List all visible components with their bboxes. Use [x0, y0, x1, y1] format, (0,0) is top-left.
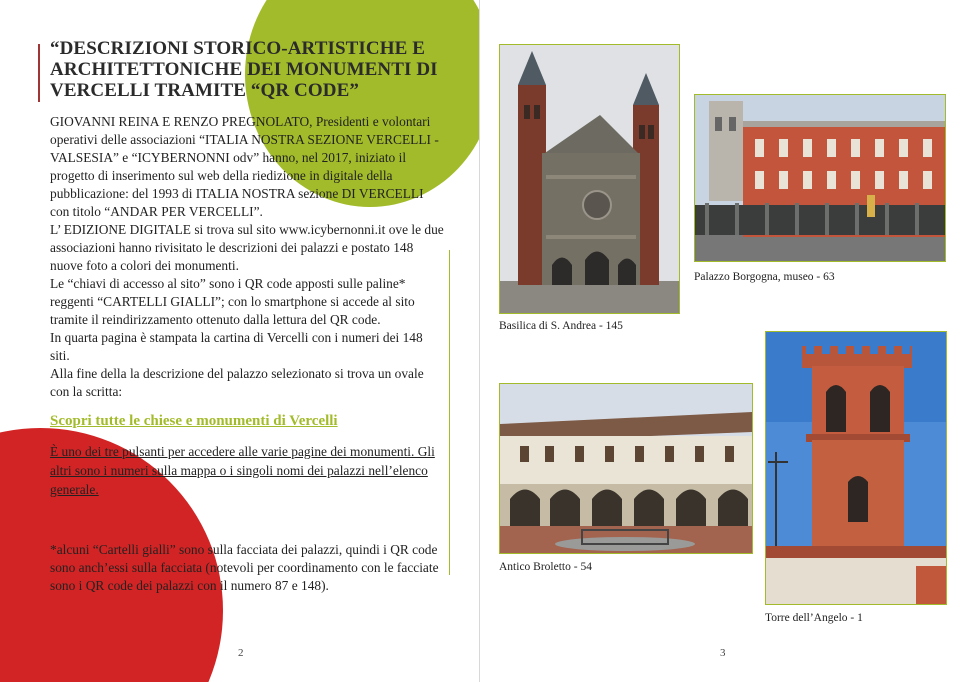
torre-caption: Torre dell’Angelo - 1: [765, 612, 863, 624]
basilica-caption: Basilica di S. Andrea - 145: [499, 320, 623, 332]
borgogna-photo: [694, 94, 946, 262]
paragraph-digital-edition: L’ EDIZIONE DIGITALE si trova sul sito www.icybernonni.it ove le due associazioni hanno rivisitato le descrizioni dei palazzi e postato 148 nuove foto a colori dei monumenti.: [50, 222, 444, 273]
footnote: *alcuni “Cartelli gialli” sono sulla facciata dei palazzi, quindi i QR code sono anch’essi sulla facciata (notevoli per coordinamento con le facciate sono i QR code dei palazzi con il numero 87 e 148).: [50, 542, 439, 593]
paragraph-map: In quarta pagina è stampata la cartina di Vercelli con i numeri dei 148 siti.: [50, 330, 423, 363]
page-number-right: 3: [720, 647, 726, 659]
broletto-caption: Antico Broletto - 54: [499, 561, 592, 573]
page-number-left: 2: [238, 647, 244, 659]
page-title: “DESCRIZIONI STORICO-ARTISTICHE E ARCHITETTONICHE DEI MONUMENTI DI VERCELLI TRAMITE “QR CODE”: [50, 38, 438, 101]
basilica-photo: [499, 44, 680, 314]
paragraph-qr-keys: Le “chiavi di accesso al sito” sono i QR code apposti sulle paline* reggenti “CARTELLI GIALLI”; con lo smartphone si accede al sito tramite il reindirizzamento ottenuto dalla lettura del QR code.: [50, 276, 415, 327]
paragraph-buttons-note: È uno dei tre pulsanti per accedere alle varie pagine dei monumenti. Gli altri sono i numeri sulla mappa o i singoli nomi dei palazzi nell’elenco generale.: [50, 444, 435, 497]
paragraph-oval: Alla fine della la descrizione del palazzo selezionato si trova un ovale con la scritta:: [50, 366, 424, 399]
torre-photo: [765, 331, 947, 605]
title-rule: [38, 44, 40, 102]
broletto-photo: [499, 383, 753, 554]
discover-monuments-link[interactable]: Scopri tutte le chiese e monumenti di Vercelli: [50, 413, 338, 429]
right-page: [480, 0, 960, 682]
column-rule: [449, 250, 450, 575]
paragraph-intro: GIOVANNI REINA E RENZO PREGNOLATO, Presidenti e volontari operativi delle associazioni “ITALIA NOSTRA SEZIONE VERCELLI - VALSESIA” e “ICYBERNONNI odv” hanno, nel 2017, iniziato il progetto di inserimento sul web della riedizione in digitale della pubblicazione: del 1993 di ITALIA NOSTRA sezione DI VERCELLI con titolo “ANDAR PER VERCELLI”.: [50, 114, 439, 219]
article-text: [50, 38, 445, 595]
borgogna-caption: Palazzo Borgogna, museo - 63: [694, 271, 835, 283]
